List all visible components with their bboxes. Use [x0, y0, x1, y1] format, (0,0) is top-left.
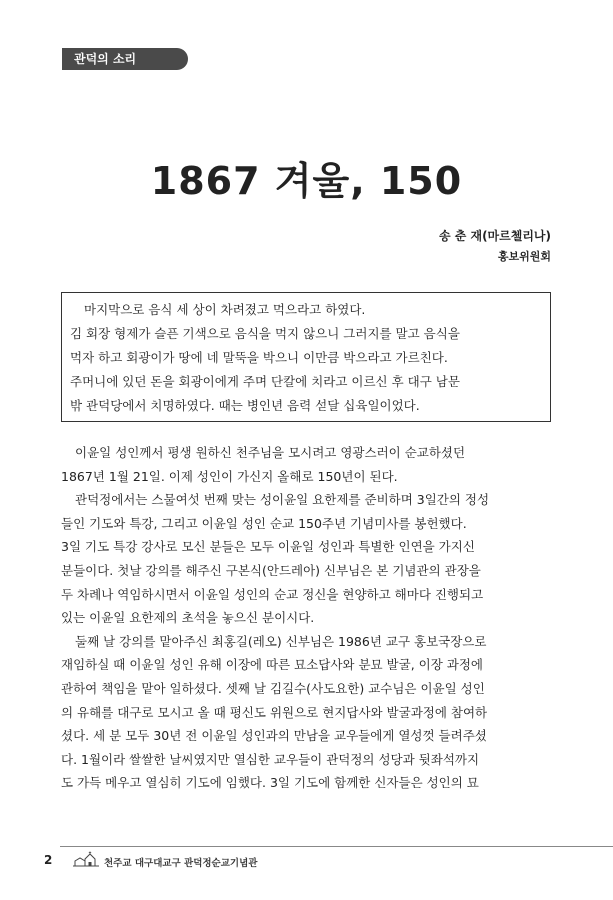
publication-name: 천주교 대구대교구 관덕정순교기념관: [104, 858, 258, 869]
section-label: 관덕의 소리: [62, 48, 188, 70]
article-body: [61, 441, 553, 795]
body-line: 1867년 1월 21일. 이제 성인이 가신지 올해로 150년이 된다.: [61, 468, 398, 484]
body-line: 분들이다. 첫날 강의를 해주신 구본식(안드레아) 신부님은 본 기념관의 관장을: [61, 562, 481, 578]
author-name: 송 춘 재(마르첼리나): [438, 229, 551, 243]
body-line: 3일 기도 특강 강사로 모신 분들은 모두 이윤일 성인과 특별한 인연을 가지신: [61, 539, 475, 555]
body-line: 도 가득 메우고 열심히 기도에 임했다. 3일 기도에 함께한 신자들은 성인의 묘: [61, 775, 479, 791]
quote-line: 먹자 하고 회광이가 땅에 네 말뚝을 박으니 이만큼 박으라고 가르친다.: [70, 350, 448, 365]
footer-divider: [60, 846, 613, 847]
body-line: 다. 1월이라 쌀쌀한 날씨였지만 열심한 교우들이 관덕정의 성당과 뒷좌석까지: [61, 751, 480, 767]
body-line: 관하여 책임을 맡아 일하셨다. 셋째 날 김길수(사도요한) 교수님은 이윤일 성인: [61, 680, 485, 696]
body-line: 이윤일 성인께서 평생 원하신 천주님을 모시려고 영광스러이 순교하셨던: [75, 445, 466, 460]
body-line: 관덕정에서는 스물여섯 번째 맞는 성이윤일 요한제를 준비하며 3일간의 정성: [75, 492, 490, 508]
quote-line: 밖 관덕당에서 치명하였다. 때는 병인년 음력 섣달 십육일이었다.: [70, 398, 420, 413]
body-line: 두 차례나 역임하시면서 이윤일 성인의 순교 정신을 현양하고 해마다 진행되고: [61, 586, 484, 602]
body-line: 의 유해를 대구로 모시고 올 때 평신도 위원으로 현지답사와 발굴과정에 참여하: [61, 704, 488, 720]
body-line: 둘째 날 강의를 맡아주신 최홍길(레오) 신부님은 1986년 교구 홍보국장으로: [75, 633, 487, 649]
quote-line: 마지막으로 음식 세 상이 차려졌고 먹으라고 하였다.: [84, 302, 366, 317]
church-logo-icon: [72, 851, 100, 867]
body-line: 있는 이윤일 요한제의 초석을 놓으신 분이시다.: [61, 610, 315, 626]
body-line: 들인 기도와 특강, 그리고 이윤일 성인 순교 150주년 기념미사를 봉헌했다.: [61, 515, 467, 531]
quote-box: [61, 292, 551, 422]
article-title: 1867 겨울, 150: [150, 159, 463, 203]
quote-line: 주머니에 있던 돈을 회광이에게 주며 단칼에 치라고 이르신 후 대구 남문: [70, 374, 460, 389]
quote-line: 김 회장 형제가 슬픈 기색으로 음식을 먹지 않으니 그러지를 말고 음식을: [70, 326, 460, 341]
author-role: 홍보위원회: [497, 250, 551, 263]
page-number: 2: [44, 853, 53, 867]
body-line: 셨다. 세 분 모두 30년 전 이윤일 성인과의 만남을 교우들에게 열성껏 들려주셨: [61, 728, 487, 744]
body-line: 재임하실 때 이윤일 성인 유해 이장에 따른 묘소답사와 분묘 발굴, 이장 과정에: [61, 657, 484, 673]
